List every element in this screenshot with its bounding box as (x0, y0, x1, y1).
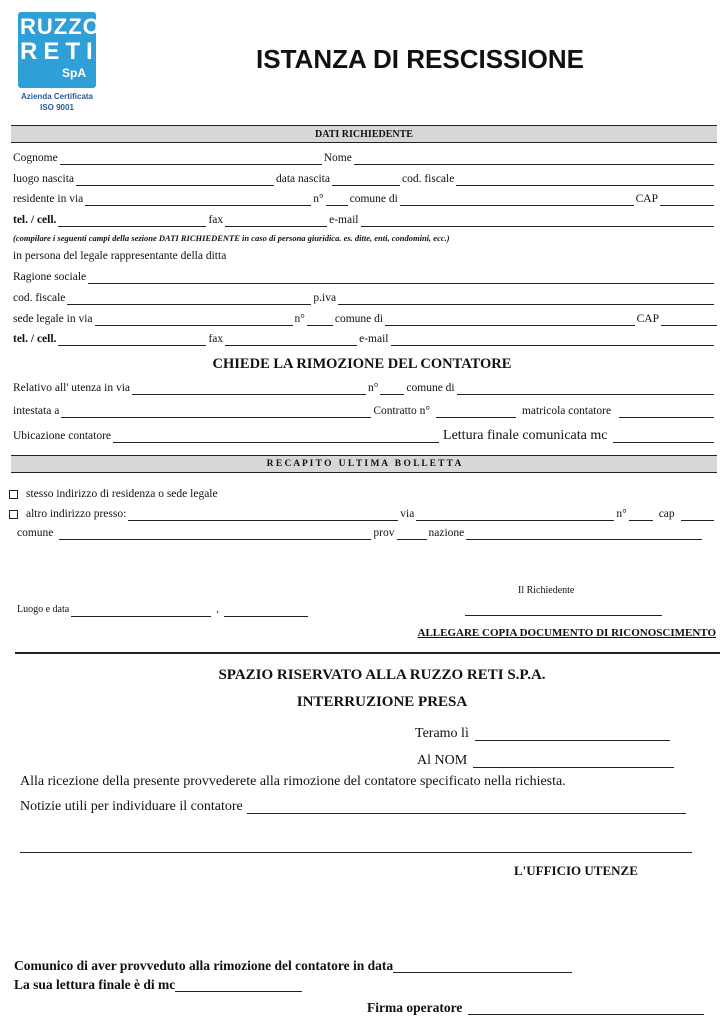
label-luogo-nascita: luogo nascita (13, 173, 74, 185)
row-teramo (415, 723, 672, 741)
label-stesso-indirizzo: stesso indirizzo di residenza o sede legale (26, 488, 218, 500)
label-notizie-utili: Notizie utili per individuare il contatore (20, 799, 243, 814)
field-numero[interactable] (326, 193, 348, 206)
label-cognome: Cognome (13, 152, 58, 164)
label-luogo-data: Luogo e data (17, 604, 70, 615)
row-altro-indirizzo (9, 505, 716, 521)
text-ricezione: Alla ricezione della presente provvederete alla rimozione del contatore specificato nella richiesta. (20, 774, 566, 789)
section-chiede-rimozione: CHIEDE LA RIMOZIONE DEL CONTATORE (212, 356, 512, 372)
label-relativo-utenza: Relativo all' utenza in via (13, 382, 131, 394)
field-data[interactable] (224, 604, 308, 617)
field-data-nascita[interactable] (332, 173, 400, 186)
field-cognome[interactable] (60, 152, 322, 165)
field-piva[interactable] (338, 292, 714, 305)
row-al-nom (417, 750, 676, 768)
field-fax-ditta[interactable] (225, 333, 357, 346)
field-nazione[interactable] (466, 527, 702, 540)
label-comunico-rimozione: Comunico di aver provveduto alla rimozione del contatore in data (14, 958, 394, 973)
label-nazione: nazione (428, 527, 465, 539)
field-intestata[interactable] (61, 405, 371, 418)
row-residenza (13, 190, 716, 206)
label-firma-operatore: Firma operatore (367, 1000, 463, 1015)
label-ubicazione: Ubicazione contatore (13, 430, 112, 442)
label-intestata: intestata a (13, 405, 60, 417)
company-logo (14, 8, 100, 116)
field-lettura-mc[interactable] (175, 979, 302, 992)
checkbox-altro-indirizzo[interactable] (9, 510, 18, 519)
field-numero-utenza[interactable] (380, 382, 404, 395)
row-sede-legale (13, 310, 719, 326)
label-numero: n° (313, 193, 324, 205)
row-comune-recapito (17, 524, 704, 540)
field-al-nom[interactable] (473, 755, 674, 768)
field-matricola[interactable] (619, 405, 714, 418)
field-email[interactable] (361, 214, 715, 227)
row-ragione-sociale (13, 268, 716, 284)
logo-spa: SpA (62, 66, 86, 80)
row-intestata (13, 402, 716, 418)
field-cap-recapito[interactable] (681, 508, 714, 521)
logo-line2: RETI (20, 38, 99, 65)
row-relativo-utenza (13, 379, 716, 395)
field-tel-ditta[interactable] (58, 333, 206, 346)
label-residente-via: residente in via (13, 193, 84, 205)
page-title: ISTANZA DI RESCISSIONE (256, 44, 584, 74)
note-persona-giuridica: (compilare i seguenti campi della sezione DATI RICHIEDENTE in caso di persona giuridica. es. ditte, enti, condomini, ecc.) (13, 233, 450, 243)
notice-allegare-documento: ALLEGARE COPIA DOCUMENTO DI RICONOSCIMENTO (417, 627, 716, 639)
label-matricola: matricola contatore (521, 405, 612, 417)
section-dati-richiedente: DATI RICHIEDENTE (11, 125, 717, 143)
logo-cert2: ISO 9001 (40, 103, 74, 112)
label-lettura-mc: La sua lettura finale è di mc (14, 977, 176, 992)
label-prov: prov (373, 527, 395, 539)
label-comune-sede: comune di (334, 313, 384, 325)
row-luogo-data (17, 601, 317, 617)
field-teramo-data[interactable] (475, 728, 670, 741)
field-contratto[interactable] (436, 405, 516, 418)
label-cap-recapito: cap (658, 508, 675, 520)
divider-riservato (15, 652, 720, 654)
label-numero-utenza: n° (368, 382, 379, 394)
label-lettura-finale: Lettura finale comunicata mc (443, 428, 608, 443)
row-firma-operatore (367, 997, 706, 1015)
label-numero-recapito: n° (616, 508, 627, 520)
field-comune-utenza[interactable] (457, 382, 714, 395)
logo-line1: RUZZO (20, 14, 101, 39)
section-interruzione-presa: INTERRUZIONE PRESA (296, 694, 468, 710)
field-luogo-nascita[interactable] (76, 173, 274, 186)
field-cap-sede[interactable] (661, 313, 717, 326)
label-nome: Nome (323, 152, 352, 164)
row-contatti-ditta (13, 330, 716, 346)
field-comune[interactable] (400, 193, 634, 206)
label-sede-legale: sede legale in via (13, 313, 93, 325)
label-data-nascita: data nascita (276, 173, 330, 185)
field-email-ditta[interactable] (391, 333, 715, 346)
row-cognome-nome (13, 149, 716, 165)
field-luogo[interactable] (71, 604, 211, 617)
logo-cert1: Azienda Certificata (20, 92, 94, 101)
label-tel: tel. / cell. (13, 214, 57, 226)
field-ragione-sociale[interactable] (88, 271, 714, 284)
field-sede-legale[interactable] (95, 313, 293, 326)
field-fax[interactable] (225, 214, 327, 227)
field-data-rimozione[interactable] (393, 960, 572, 973)
label-al-nom: Al NOM (417, 753, 468, 768)
field-cod-fiscale-ditta[interactable] (67, 292, 311, 305)
label-teramo: Teramo lì (415, 726, 469, 741)
label-comune-recapito: comune (17, 527, 54, 539)
field-firma-operatore[interactable] (468, 1002, 704, 1015)
label-cod-fiscale: cod. fiscale (401, 173, 455, 185)
label-email: e-mail (329, 214, 359, 226)
field-notizie-utili[interactable] (247, 801, 686, 814)
row-contatti (13, 211, 716, 227)
field-cap[interactable] (660, 193, 714, 206)
label-cod-fiscale-ditta: cod. fiscale (13, 292, 66, 304)
label-tel-ditta: tel. / cell. (13, 333, 57, 345)
label-comune-utenza: comune di (406, 382, 455, 394)
label-altro-indirizzo: altro indirizzo presso: (26, 508, 127, 520)
field-notizie-utili-2[interactable] (20, 840, 692, 853)
label-comune: comune di (349, 193, 398, 205)
label-cap-sede: CAP (636, 313, 659, 325)
row-comunico (14, 955, 574, 973)
label-cap: CAP (635, 193, 658, 205)
field-altro-indirizzo[interactable] (128, 508, 398, 521)
label-ragione-sociale: Ragione sociale (13, 271, 87, 283)
row-ubicazione (13, 427, 716, 443)
field-prov[interactable] (397, 527, 427, 540)
section-recapito-bolletta: R E C A P I T O U L T I M A B O L L E T T A (11, 455, 717, 473)
row-nascita (13, 170, 716, 186)
label-comma: , (216, 604, 219, 615)
row-cf-piva (13, 289, 716, 305)
field-residente-via[interactable] (85, 193, 311, 206)
label-persona-legale: in persona del legale rappresentante della ditta (13, 250, 227, 262)
field-comune-recapito[interactable] (59, 527, 371, 540)
checkbox-stesso-indirizzo[interactable] (9, 490, 18, 499)
field-numero-recapito[interactable] (629, 508, 653, 521)
field-numero-sede[interactable] (307, 313, 333, 326)
section-spazio-riservato: SPAZIO RISERVATO ALLA RUZZO RETI S.P.A. (218, 667, 546, 683)
field-cod-fiscale[interactable] (456, 173, 714, 186)
label-numero-sede: n° (294, 313, 305, 325)
label-contratto: Contratto n° (373, 405, 430, 417)
field-relativo-utenza[interactable] (132, 382, 366, 395)
row-lettura-finale (14, 974, 304, 992)
label-fax: fax (208, 214, 224, 226)
field-nome[interactable] (354, 152, 714, 165)
field-via-recapito[interactable] (416, 508, 614, 521)
label-via-recapito: via (400, 508, 415, 520)
label-ufficio-utenze: L'UFFICIO UTENZE (514, 863, 638, 878)
field-ubicazione[interactable] (113, 430, 439, 443)
field-lettura-finale[interactable] (613, 430, 714, 443)
row-notizie-utili (20, 796, 688, 814)
field-tel[interactable] (58, 214, 206, 227)
label-richiedente: Il Richiedente (518, 585, 575, 596)
field-comune-sede[interactable] (385, 313, 635, 326)
label-fax-ditta: fax (208, 333, 224, 345)
field-firma-richiedente[interactable] (465, 603, 662, 616)
label-piva: p.iva (313, 292, 337, 304)
label-email-ditta: e-mail (359, 333, 389, 345)
row-stesso-indirizzo (9, 485, 716, 501)
